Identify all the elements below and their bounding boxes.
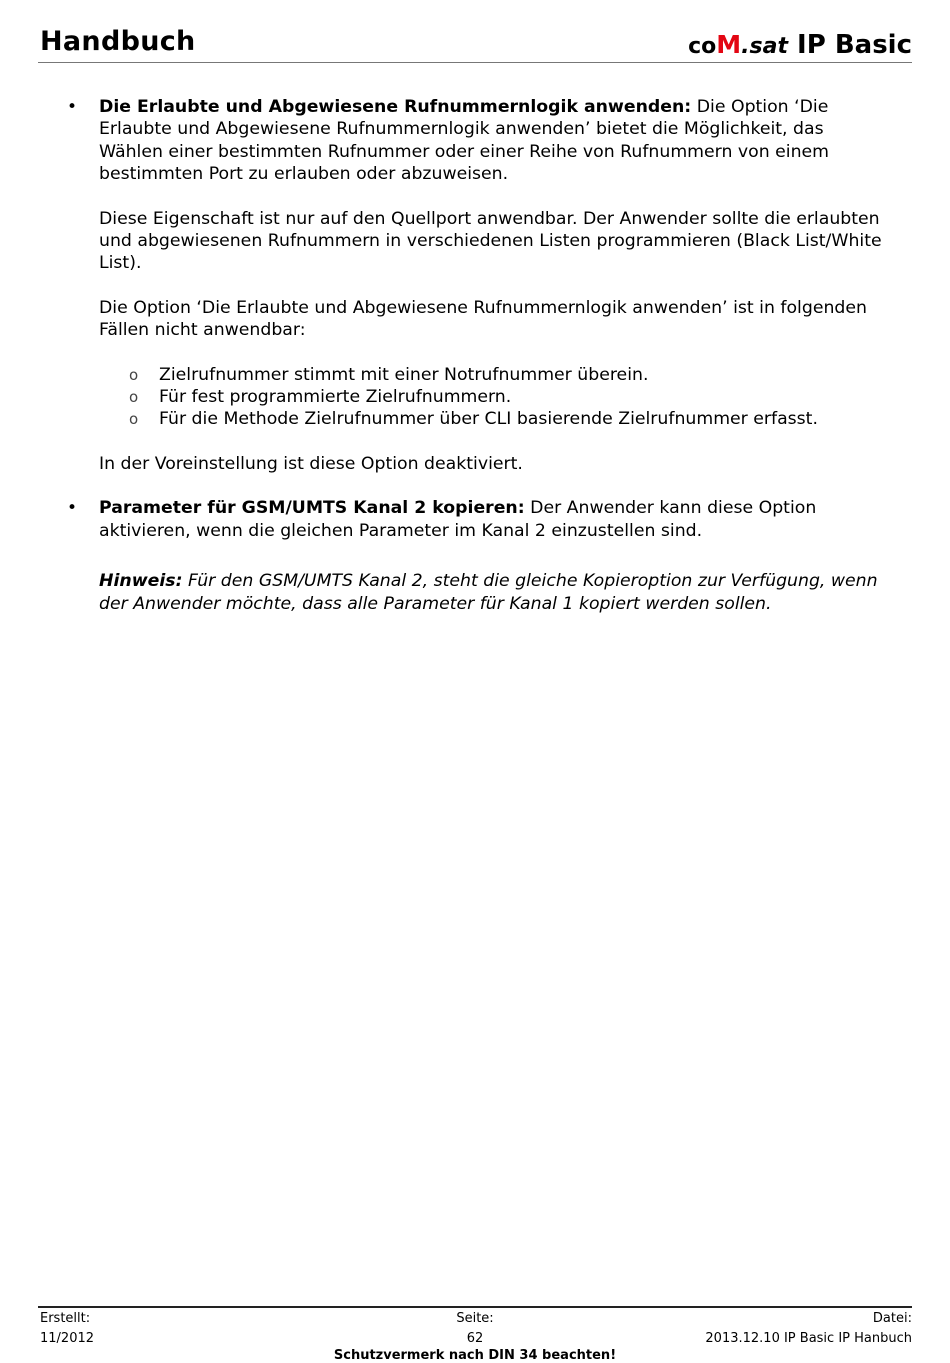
page-number: 62 (466, 1331, 484, 1346)
footer-divider (38, 1306, 912, 1308)
list-item (67, 497, 888, 615)
file-label: Datei: (872, 1311, 912, 1326)
item-label: Die Erlaubte und Abgewiesene Rufnummernlogik anwenden: (99, 97, 692, 117)
sub-list-item (129, 386, 888, 408)
document-body (67, 96, 888, 615)
body-paragraph: In der Voreinstellung ist diese Option deaktiviert. (99, 453, 523, 474)
note-paragraph (99, 570, 888, 615)
note-label: Hinweis: (99, 571, 183, 592)
file-value: 2013.12.10 IP Basic IP Hanbuch (705, 1331, 912, 1346)
sub-list-text: Für die Methode Zielrufnummer über CLI basierende Zielrufnummer erfasst. (159, 409, 818, 430)
item-label: Parameter für GSM/UMTS Kanal 2 kopieren: (99, 498, 525, 519)
bullet-icon: • (67, 498, 78, 519)
brand-logo (688, 30, 912, 60)
item-paragraph (99, 96, 888, 186)
sub-list-text: Für fest programmierte Zielrufnummern. (159, 387, 512, 408)
logo-m: M (716, 30, 742, 59)
logo-co: co (688, 34, 717, 59)
product-name: IP Basic (788, 30, 912, 60)
bullet-icon: • (67, 97, 78, 117)
created-value: 11/2012 (40, 1331, 95, 1346)
created-label: Erstellt: (40, 1311, 91, 1326)
logo-sat: .sat (741, 34, 788, 59)
page-title: Handbuch (40, 26, 196, 57)
copyright-notice: Schutzvermerk nach DIN 34 beachten! (333, 1348, 617, 1363)
item-text: Der Anwender kann diese Option aktivieren, wenn die gleichen Parameter im Kanal 2 einzustellen sind. (99, 498, 817, 541)
header-divider (38, 62, 912, 63)
company-logo (688, 30, 788, 59)
item-text: Die Option ‘Die Erlaubte und Abgewiesene Rufnummernlogik anwenden’ bietet die Möglichkeit, das Wählen einer bestimmten Rufnummer oder einer Reihe von Rufnummern von einem bestimmten Port zu erlauben oder abzuweisen. (99, 97, 829, 185)
body-paragraph: Diese Eigenschaft ist nur auf den Quellport anwendbar. Der Anwender sollte die erlaubten und abgewiesenen Rufnummern in verschiedenen Listen programmieren (Black List/White List). (99, 208, 882, 274)
circle-bullet-icon: o (129, 388, 139, 407)
list-item (67, 96, 888, 475)
sub-list (99, 364, 888, 431)
body-paragraph: Die Option ‘Die Erlaubte und Abgewiesene Rufnummernlogik anwenden’ ist in folgenden Fällen nicht anwendbar: (99, 297, 867, 341)
item-paragraph (99, 497, 888, 542)
footer-file (705, 1309, 912, 1349)
circle-bullet-icon: o (129, 365, 139, 384)
sub-list-text: Zielrufnummer stimmt mit einer Notrufnummer überein. (159, 364, 649, 385)
note-text: Für den GSM/UMTS Kanal 2, steht die gleiche Kopieroption zur Verfügung, wenn der Anwender möchte, dass alle Parameter für Kanal 1 kopiert werden sollen. (99, 571, 878, 614)
sub-list-item (129, 408, 888, 430)
circle-bullet-icon: o (129, 410, 139, 429)
page-label: Seite: (456, 1311, 494, 1326)
sub-list-item (129, 364, 888, 386)
